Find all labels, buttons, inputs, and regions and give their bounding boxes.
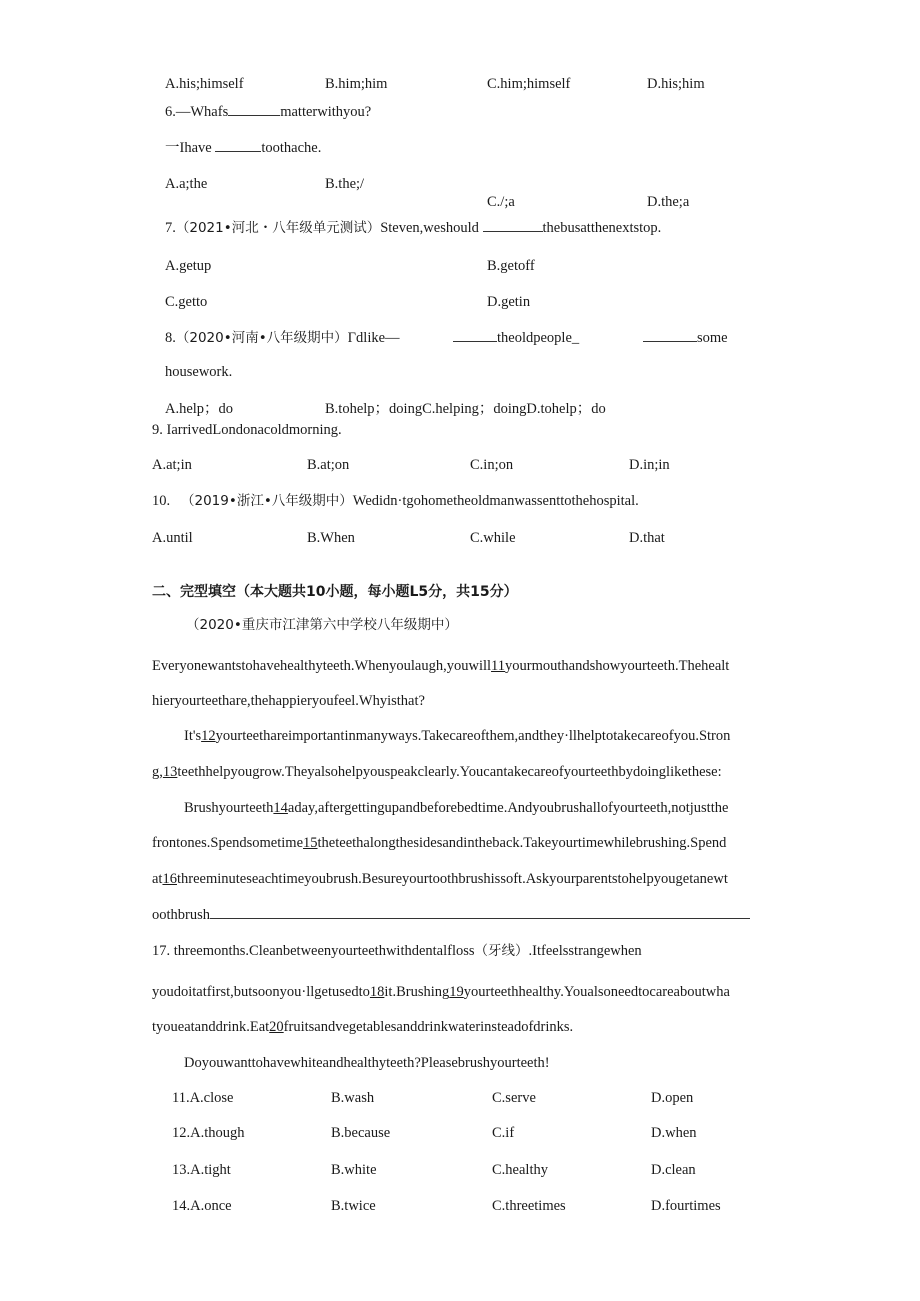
q6-option-d: D.the;a [647,194,690,210]
blank-number-14: 14 [273,800,288,816]
q8-stem [165,329,400,347]
blank-line-17 [210,906,750,919]
passage-line-7 [152,870,728,888]
passage-text: .Itfeelsstrangewhen [528,943,642,959]
q6-response-a: 一Ihave [165,140,212,156]
choice-11-d: D.open [651,1090,694,1106]
q8-end [643,329,728,347]
choice-14-d: D.fourtimes [651,1198,721,1214]
passage-line-11 [152,1018,573,1036]
choice-11-c: C.serve [492,1090,536,1106]
q8-text-b: theoldpeople_ [497,330,580,346]
q7-text-a: Steven,weshould [380,220,479,236]
choice-13-d: D.clean [651,1162,696,1178]
q6-response-b: toothache. [261,140,322,156]
passage-text: theteethalongthesidesandintheback.Takeyourtimewhilebrushing.Spend [317,835,727,851]
passage-line-10 [152,983,730,1001]
q10-stem [152,492,639,510]
q7-option-d: D.getin [487,294,531,310]
passage-text: tyoueatanddrink.Eat [152,1019,270,1035]
choice-12-d: D.when [651,1125,697,1141]
passage-text: at [152,871,163,887]
blank-number-20: 20 [269,1019,284,1035]
choice-14-b: B.twice [331,1198,376,1214]
passage-text: aday,aftergettingupandbeforebedtime.Andyoubrushallofyourteeth,notjustthe [287,800,729,816]
q6-option-c: C./;a [487,194,515,210]
q7-option-a: A.getup [165,258,212,274]
blank-number-19: 19 [449,984,464,1000]
q6-response [165,139,321,157]
q6-text-b: matterwithyou? [280,104,372,120]
q10-option-a: A.until [152,530,193,546]
blank-number-11: 11 [491,658,506,674]
passage-line-3 [184,727,730,745]
passage-text: teethhelpyougrow.Theyalsohelpyouspeakclearly.Youcantakecareofyourteethbydoinglikethese: [177,764,722,780]
passage-text: Everyonewantstohavehealthyteeth.Whenyoulaugh,youwill [152,658,492,674]
q5-option-a: A.his;himself [165,76,244,92]
q8-middle [453,329,579,347]
q7-blank [483,219,543,232]
q7-source: （2021•河北・八年级单元测试） [175,220,381,236]
q8-line2: housework. [165,364,233,380]
q8-text-c: some [697,330,728,346]
q10-text: Wedidn·tgohometheoldmanwassenttothehospital. [352,493,639,509]
passage-text: fruitsandvegetablesanddrinkwaterinsteadofdrinks. [283,1019,574,1035]
q6-option-a: A.a;the [165,176,208,192]
passage-line-12: Doyouwanttohavewhiteandhealthyteeth?Pleasebrushyourteeth! [184,1055,550,1071]
q8-options-bcd: B.tohelp；doingC.helping；doingD.tohelp；do [325,401,606,417]
passage-line-5 [184,799,728,817]
q8-blank-1 [453,329,497,342]
q7-option-c: C.getto [165,294,208,310]
choice-12-b: B.because [331,1125,391,1141]
passage-line-4 [152,763,722,781]
q5-option-c: C.him;himself [487,76,571,92]
passage-text: g, [152,764,163,780]
choice-14-c: C.threetimes [492,1198,566,1214]
passage-line-1 [152,657,729,675]
choice-14-a: 14.A.once [172,1198,232,1214]
q6-option-b: B.the;/ [325,176,365,192]
q8-source: （2020•河南•八年级期中） [175,330,348,346]
q5-option-b: B.him;him [325,76,388,92]
blank-number-16: 16 [162,871,177,887]
passage-text: Brushyourteeth [184,800,274,816]
q9-option-d: D.in;in [629,457,670,473]
blank-number-15: 15 [303,835,318,851]
q6-blank-2 [215,139,261,152]
passage-text: yourmouthandshowyourteeth.Thehealt [505,658,730,674]
q10-source: （2019•浙江•八年级期中） [181,493,353,509]
q10-number: 10. [152,493,171,509]
passage-cn-note: （牙线） [474,943,529,959]
q9-option-a: A.at;in [152,457,192,473]
passage-text: oothbrush [152,907,210,923]
q5-option-d: D.his;him [647,76,705,92]
q10-option-b: B.When [307,530,355,546]
blank-number-13: 13 [162,764,178,780]
choice-12-a: 12.A.though [172,1125,245,1141]
choice-12-c: C.if [492,1125,515,1141]
section-heading: 二、完型填空（本大题共10小题，每小题L5分，共15分） [152,584,518,600]
blank-number-12: 12 [201,728,216,744]
blank-number-18: 18 [369,984,385,1000]
q6-text-a: 6.—Whafs [165,104,229,120]
passage-text: yourteethareimportantinmanyways.Takecareofthem,andthey·llhelptotakecareofyou.Stron [215,728,731,744]
choice-13-a: 13.A.tight [172,1162,231,1178]
choice-11-b: B.wash [331,1090,375,1106]
passage-line-9 [152,942,642,960]
q6-stem [165,103,371,121]
q8-blank-2 [643,329,697,342]
passage-text: 17. threemonths.Cleanbetweenyourteethwithdentalfloss [152,943,475,959]
q7-text-b: thebusatthenextstop. [542,220,662,236]
q7-option-b: B.getoff [487,258,535,274]
q7-number: 7. [165,220,176,236]
passage-text: frontones.Spendsometime [152,835,304,851]
q6-blank-1 [228,103,280,116]
passage-text: It's [184,728,202,744]
passage-text: threeminuteseachtimeyoubrush.Besureyourtoothbrushissoft.Askyourparentstohelpyougetanewt [176,871,728,887]
passage-line-6 [152,834,726,852]
q9-option-c: C.in;on [470,457,514,473]
passage-line-2: hieryourteethare,thehappieryoufeel.Whyisthat? [152,693,425,709]
choice-13-b: B.white [331,1162,377,1178]
q9-stem: 9. IarrivedLondonacoldmorning. [152,422,342,438]
choice-13-c: C.healthy [492,1162,548,1178]
choice-11-a: 11.A.close [172,1090,234,1106]
passage-text: it.Brushing [384,984,450,1000]
q7-stem [165,219,661,237]
q8-text-a: Γdlike— [347,330,400,346]
section-source: （2020•重庆市江津第六中学校八年级期中） [186,617,458,633]
q10-option-d: D.that [629,530,665,546]
passage-text: youdoitatfirst,butsoonyou·llgetusedto [152,984,370,1000]
q9-option-b: B.at;on [307,457,350,473]
passage-line-8 [152,906,750,924]
q10-option-c: C.while [470,530,516,546]
q8-number: 8. [165,330,176,346]
q8-option-a: A.help；do [165,401,234,417]
passage-text: yourteethhealthy.Youalsoneedtocareaboutwha [463,984,730,1000]
